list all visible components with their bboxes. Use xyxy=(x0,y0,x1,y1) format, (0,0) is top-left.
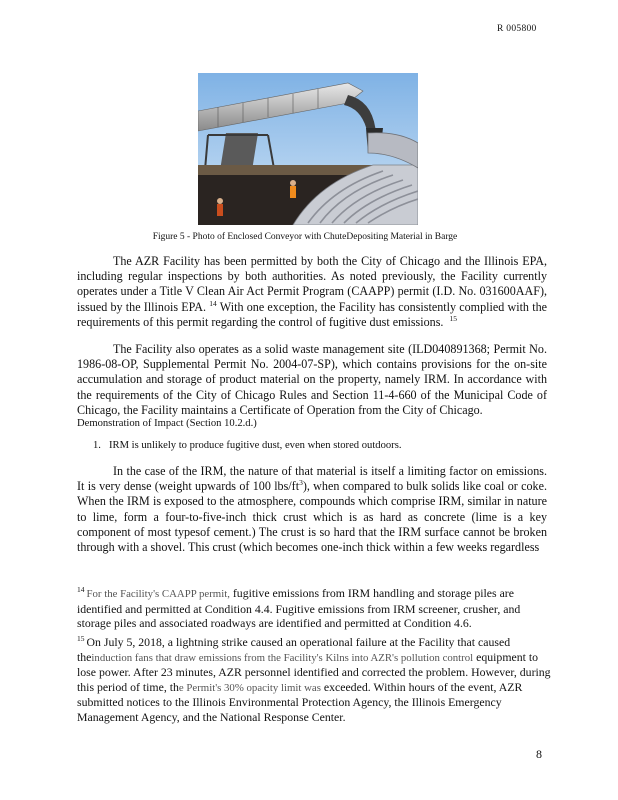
footnote-number: 14 xyxy=(77,585,85,594)
footnote-14 xyxy=(77,586,552,631)
footnote-text: fugitive emissions from IRM handling and storage piles are identified and permitted at Condition 4.4. Fugitive emissions from IRM screener, crusher, and storage piles and associated roadways are identified and permitted at Condition 4.6. xyxy=(77,586,521,631)
section-heading: Demonstration of Impact (Section 10.2.d.) xyxy=(77,418,257,429)
body-paragraph-irm-crust xyxy=(77,464,547,555)
footnote-text: equipment to lose power. After 23 minutes, AZR personnel identified and corrected the problem. However, during this period of time, th xyxy=(77,649,551,694)
footnote-faint-text: e Permit's 30% opacity limit was xyxy=(178,681,321,694)
footnote-ref-14: 14 xyxy=(209,298,217,308)
superscript: 3 xyxy=(299,478,303,488)
footnote-text: exceeded. Within hours of the event, AZR submitted notices to the Illinois Environmental Protection Agency, the Illinois Emergency Management Agency, and the National Response Center. xyxy=(77,679,523,724)
footnote-15 xyxy=(77,635,552,725)
paragraph-text: The Facility also operates as a solid waste management site (ILD040891368; Permit No. 1986-08-OP, Supplemental Permit No. 2004-07-SP), which contains provisions for the on-site accumulation and storage of product material on the property, namely IRM. In accordance with the requirements of the City of Chicago Rules and Section 11-4-660 of the Municipal Code of Chicago, the Facility maintains a Certificate of Operation from the City of Chicago. xyxy=(77,342,547,417)
paragraph-text: ), when compared to bulk solids like coal or coke. When the IRM is exposed to the atmosphere, compounds which comprise IRM, similar in nature to lime, form a four-to-five-inch thick crust which is as hard as concrete (lime is a key component of most typesof cement.) The crust is so hard that the IRM surface cannot be broken through with a shovel. This crust (which becomes one-inch thick within a few weeks regardless xyxy=(77,479,547,555)
footnote-number: 15 xyxy=(77,634,85,643)
paragraph-text: The AZR Facility has been permitted by both the City of Chicago and the Illinois EPA, including regular inspections by both authorities. As noted previously, the Facility currently operates under a Title V Clean Air Act Permit Program (CAAPP) permit (I.D. No. 031600AAF), issued by the Illinois EPA. xyxy=(77,254,547,314)
page-number: 8 xyxy=(536,747,542,761)
footnote-faint-text: For the Facility's CAAPP permit, xyxy=(86,588,230,600)
numbered-list-item xyxy=(93,440,401,451)
figure-caption: Figure 5 - Photo of Enclosed Conveyor with ChuteDepositing Material in Barge xyxy=(152,232,458,242)
list-number: 1. xyxy=(93,440,101,451)
list-item-text: IRM is unlikely to produce fugitive dust, even when stored outdoors. xyxy=(109,440,402,451)
bates-number: R 005800 xyxy=(497,24,537,34)
footnote-faint-text: induction fans that draw emissions from the Facility's Kilns into AZR's pollution control xyxy=(91,651,474,664)
body-paragraph-solid-waste xyxy=(77,342,547,418)
footnote-ref-15: 15 xyxy=(449,313,457,323)
paragraph-text: In the case of the IRM, the nature of that material is itself a limiting factor on emissions. It is very dense (weight upwards of 100 lbs/ft xyxy=(77,464,547,494)
footnote-text: On July 5, 2018, a lightning strike caused an operational failure at the Facility that caused the xyxy=(77,635,511,664)
body-paragraph-permits xyxy=(77,254,547,330)
paragraph-text: With one exception, the Facility has consistently complied with the requirements of this permit regarding the control of fugitive dust emissions. xyxy=(77,299,547,329)
conveyor-barge-photo xyxy=(198,73,418,225)
